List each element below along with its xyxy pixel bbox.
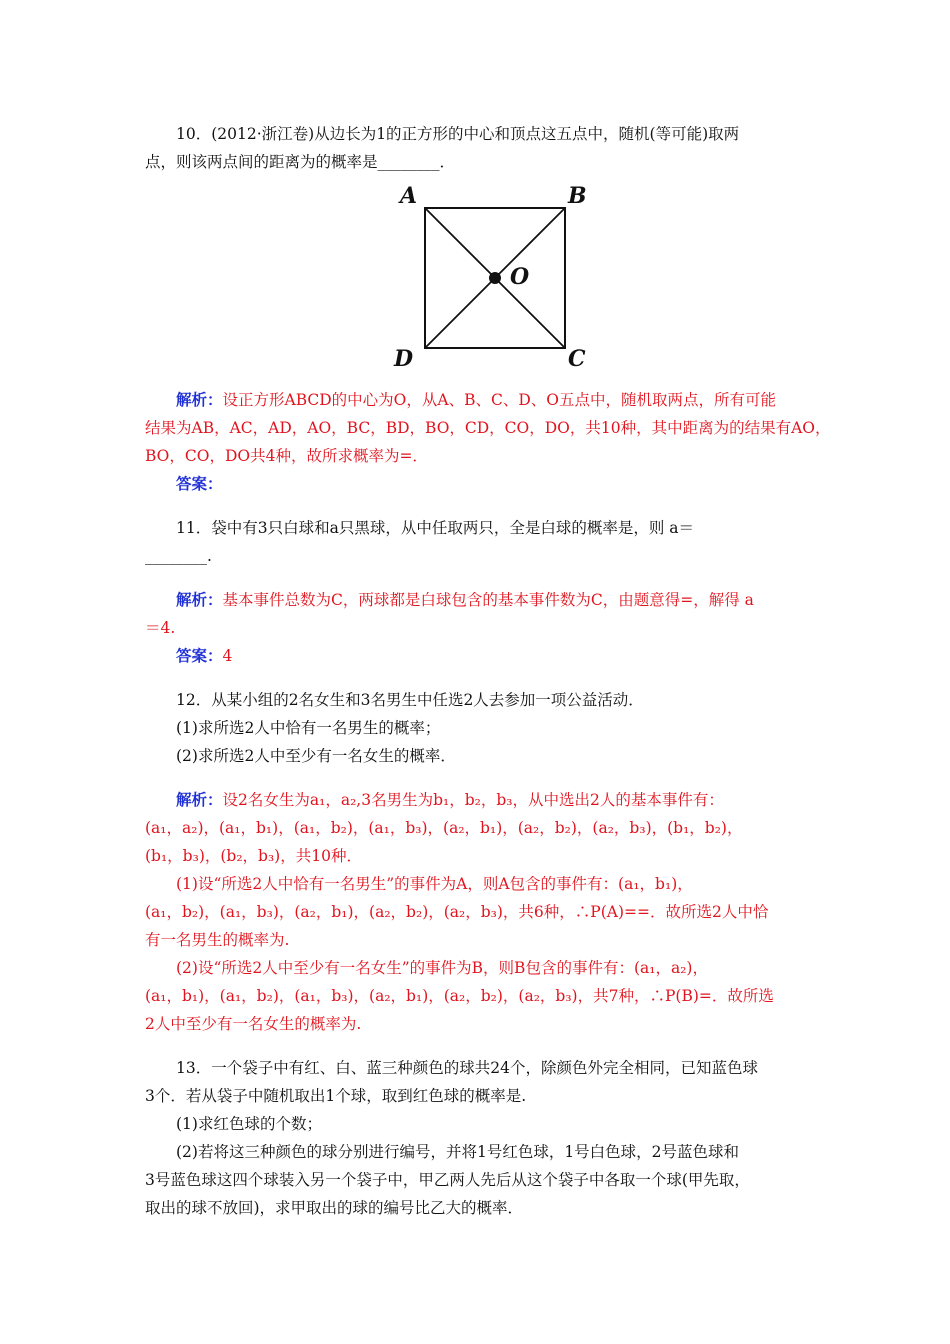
a12-line8: (a₁，b₁)，(a₁，b₂)，(a₁，b₃)，(a₂，b₁)，(a₂，b₂)，(a₂，b₃)，共7种，∴P(B)=．故所选	[145, 987, 774, 1005]
square-figure	[390, 178, 600, 378]
answer-label: 答案：	[176, 646, 223, 665]
q10-line1: 10．(2012·浙江卷)从边长为1的正方形的中心和顶点这五点中，随机(等可能)取两	[176, 125, 740, 143]
a12-line9: 2人中至少有一名女生的概率为.	[145, 1015, 362, 1033]
a10-line2: 结果为AB，AC，AD，AO，BC，BD，BO，CD，CO，DO，共10种，其中距离为的结果有AO，	[145, 419, 831, 437]
q11-line1: 11．袋中有3只白球和a只黑球，从中任取两只，全是白球的概率是，则 a＝	[176, 519, 694, 537]
label-c: C	[568, 346, 586, 372]
q13-line5: 3号蓝色球这四个球装入另一个袋子中，甲乙两人先后从这个袋子中各取一个球(甲先取，	[145, 1171, 750, 1189]
q13-line6: 取出的球不放回)，求甲取出的球的编号比乙大的概率．	[145, 1199, 524, 1217]
a11-line2: ＝4.	[145, 619, 176, 637]
a12-line3: (b₁，b₃)，(b₂，b₃)，共10种．	[145, 847, 362, 865]
q10-line2: 点，则该两点间的距离为的概率是________．	[145, 153, 456, 171]
answer-label: 答案：	[176, 474, 223, 493]
a12-line5: (a₁，b₂)，(a₁，b₃)，(a₂，b₁)，(a₂，b₂)，(a₂，b₃)，共6种，∴P(A)==．故所选2人中恰	[145, 903, 769, 921]
center-point-o	[489, 272, 501, 284]
a12-line1: 解析：设2名女生为a₁，a₂,3名男生为b₁，b₂，b₃，从中选出2人的基本事件有：	[176, 790, 724, 809]
a10-answer	[145, 470, 810, 498]
q13-line2: 3个．若从袋子中随机取出1个球，取到红色球的概率是.	[145, 1087, 527, 1105]
a12-line7: (2)设“所选2人中至少有一名女生”的事件为B，则B包含的事件有：(a₁，a₂)，	[176, 959, 708, 977]
label-d: D	[394, 346, 414, 372]
a12-line2: (a₁，a₂)，(a₁，b₁)，(a₁，b₂)，(a₁，b₃)，(a₂，b₁)，(a₂，b₂)，(a₂，b₃)，(b₁，b₂)，	[145, 819, 743, 837]
a12-line6: 有一名男生的概率为.	[145, 931, 290, 949]
q13-line1: 13．一个袋子中有红、白、蓝三种颜色的球共24个，除颜色外完全相同，已知蓝色球	[176, 1059, 758, 1077]
q11-line2: ________.	[145, 547, 212, 565]
q12-line1: 12．从某小组的2名女生和3名男生中任选2人去参加一项公益活动．	[176, 691, 644, 709]
a12-line4: (1)设“所选2人中恰有一名男生”的事件为A，则A包含的事件有：(a₁，b₁)，	[176, 875, 693, 893]
label-b: B	[568, 183, 587, 209]
a11-answer: 答案：4	[176, 646, 233, 665]
q12-line3: (2)求所选2人中至少有一名女生的概率．	[176, 747, 456, 765]
label-a: A	[400, 183, 418, 209]
q12-line2: (1)求所选2人中恰有一名男生的概率；	[176, 719, 441, 737]
solution-label: 解析：	[176, 590, 223, 609]
a11-line1: 解析：基本事件总数为C，两球都是白球包含的基本事件数为C，由题意得=，解得 a	[176, 590, 754, 609]
solution-label: 解析：	[176, 390, 223, 409]
q13-line3: (1)求红色球的个数；	[176, 1115, 322, 1133]
a10-line1: 解析：设正方形ABCD的中心为O，从A、B、C、D、O五点中，随机取两点，所有可能	[176, 390, 776, 409]
solution-label: 解析：	[176, 790, 223, 809]
label-o: O	[510, 264, 530, 290]
q13-line4: (2)若将这三种颜色的球分别进行编号，并将1号红色球，1号白色球，2号蓝色球和	[176, 1143, 740, 1161]
a10-line3: BO，CO，DO共4种，故所求概率为=．	[145, 447, 428, 465]
